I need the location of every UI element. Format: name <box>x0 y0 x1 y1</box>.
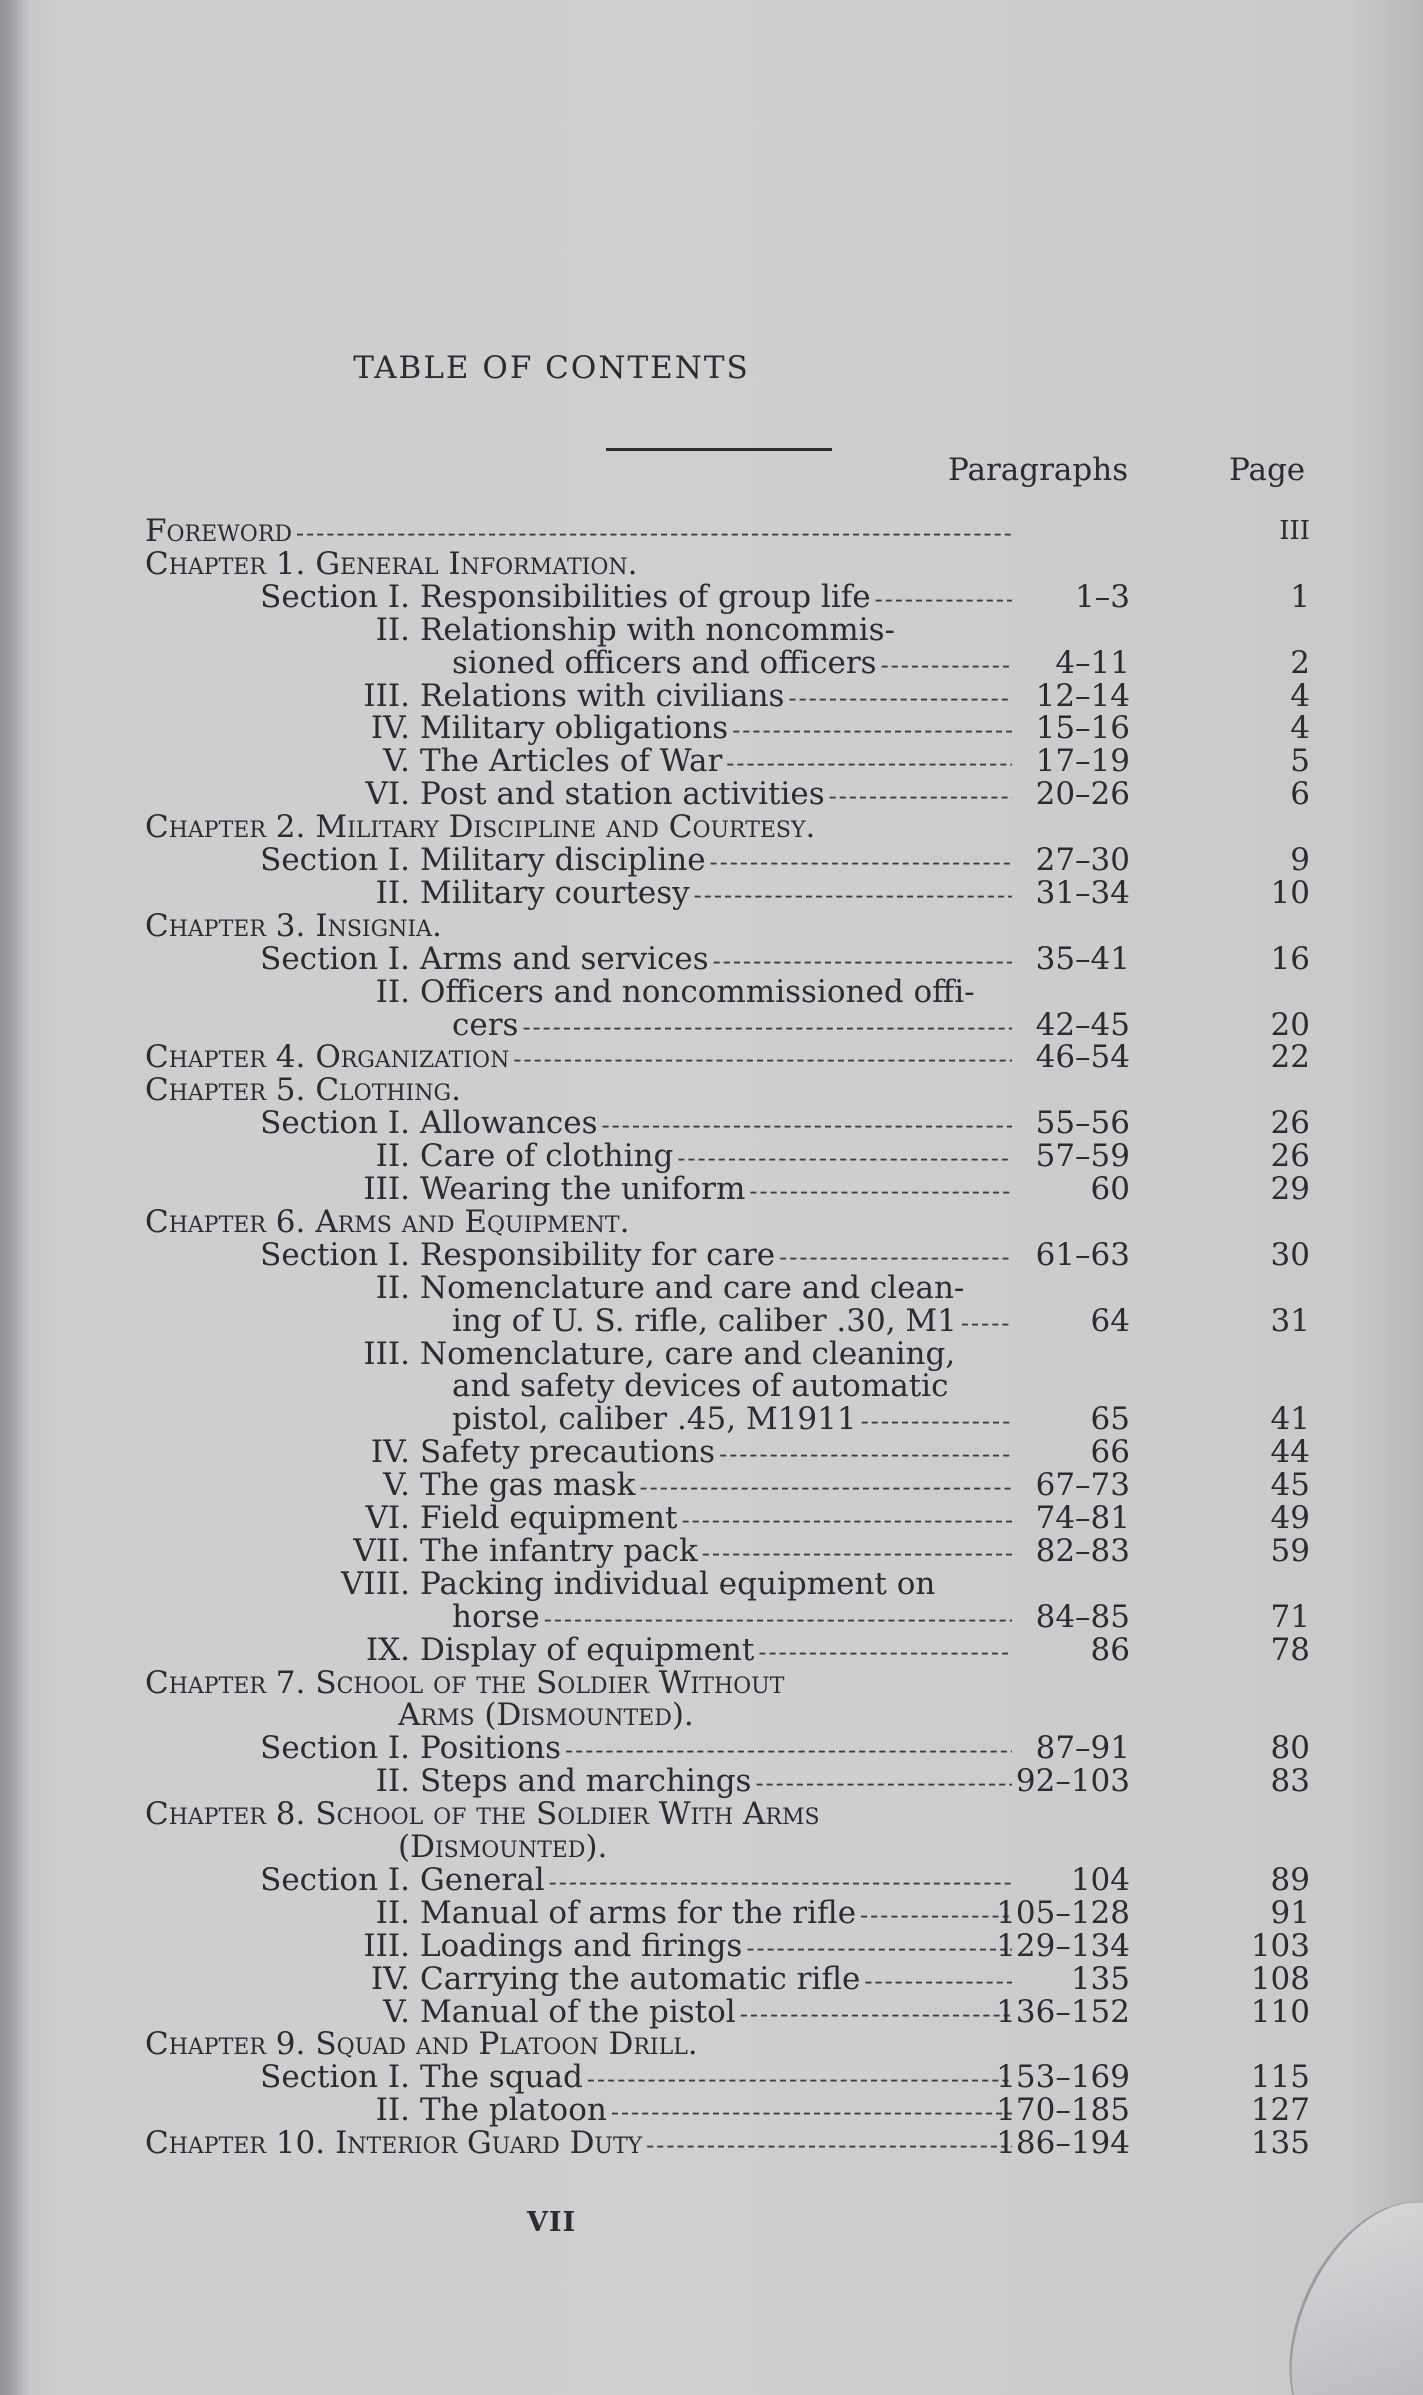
paragraph-range: 74–81 <box>1035 1500 1130 1536</box>
entry-title: ing of U. S. rifle, caliber .30, M1 <box>452 1304 957 1339</box>
page-number-cell: 2 <box>1290 644 1310 681</box>
paragraph-range: 82–83 <box>1035 1532 1130 1569</box>
section-number: II. <box>375 1765 410 1800</box>
paragraph-range: 46–54 <box>1035 1039 1130 1076</box>
page-number-cell: 127 <box>1250 2092 1310 2129</box>
page-number-cell: 10 <box>1270 874 1310 911</box>
section-number: Section I. <box>260 2061 410 2096</box>
section-number: VII. <box>353 1534 410 1569</box>
toc-entry <box>452 1370 1030 1403</box>
paragraph-range: 35–41 <box>1035 940 1130 977</box>
toc-section-row <box>0 1107 1423 1140</box>
leader-dots <box>755 1767 1012 1800</box>
entry-title: School of the Soldier Without <box>315 1666 785 1700</box>
section-number: Section I. <box>260 1238 410 1273</box>
entry-title: Allowances <box>420 1107 598 1142</box>
page-number-cell: 45 <box>1270 1467 1310 1504</box>
section-number: Section I. <box>260 1863 410 1898</box>
entry-title: Relationship with noncommis- <box>420 613 896 647</box>
toc-entry <box>398 1831 1030 1864</box>
page-number-cell: 115 <box>1250 2059 1310 2096</box>
toc-entry <box>225 1502 1018 1537</box>
entry-title: pistol, caliber .45, M1911 <box>452 1403 857 1438</box>
entry-title: The infantry pack <box>420 1534 698 1569</box>
toc-section-row <box>0 1236 1423 1273</box>
page-corner <box>1253 2173 1423 2395</box>
paragraph-range: 20–26 <box>1035 776 1130 813</box>
toc-section-row <box>0 712 1423 745</box>
paragraph-range: 129–134 <box>996 1927 1130 1964</box>
page-number-cell: 80 <box>1270 1730 1310 1767</box>
toc-entry <box>225 1469 1018 1504</box>
toc-chapter-row <box>0 2028 1423 2061</box>
section-number: Section I. <box>260 844 410 878</box>
toc-section-row <box>0 1993 1423 2030</box>
page-number-cell: 26 <box>1270 1138 1310 1175</box>
page-number-cell: 9 <box>1290 842 1310 878</box>
section-number: IV. <box>370 1436 410 1471</box>
page-column-header: Page <box>1229 452 1306 488</box>
entry-title: Squad and Platoon Drill. <box>315 2028 698 2062</box>
section-number: III. <box>363 679 410 714</box>
toc-section-row <box>0 1469 1423 1502</box>
entry-title: Arms and services <box>420 942 709 977</box>
toc-section-row <box>0 1960 1423 1997</box>
toc-section-row <box>0 778 1423 811</box>
entry-title: Military obligations <box>420 712 729 747</box>
entry-title: Relations with civilians <box>420 679 785 714</box>
toc-section-row <box>0 1173 1423 1206</box>
section-number: II. <box>375 2094 410 2129</box>
page-number-cell: 41 <box>1270 1401 1310 1438</box>
section-number: II. <box>375 613 410 647</box>
chapter-number: Chapter 6. <box>145 1205 306 1239</box>
toc-section-row <box>0 1502 1423 1535</box>
entry-title: Manual of arms for the rifle <box>420 1896 857 1931</box>
section-number: III. <box>363 1929 410 1964</box>
entry-title: Nomenclature and care and clean- <box>420 1271 965 1305</box>
section-number: III. <box>363 1337 410 1371</box>
paragraph-range: 4–11 <box>1055 644 1130 681</box>
toc-section-row <box>0 2061 1423 2094</box>
toc-chapter-row <box>0 515 1423 548</box>
chapter-number: Chapter 1. <box>145 547 306 581</box>
entry-title: Display of equipment <box>420 1633 755 1668</box>
section-number: IV. <box>370 1962 410 1997</box>
paragraph-range: 92–103 <box>1015 1763 1130 1800</box>
page-number-cell: 91 <box>1270 1894 1310 1931</box>
toc-entry <box>145 1206 1030 1239</box>
toc-section-row <box>0 1006 1423 1043</box>
leader-dots <box>587 2063 1012 2096</box>
page-number-cell: 108 <box>1250 1960 1310 1997</box>
leader-dots <box>681 1504 1012 1537</box>
paragraph-range: 31–34 <box>1035 874 1130 911</box>
section-number: Section I. <box>260 1107 410 1142</box>
page-number-cell: 1 <box>1290 578 1310 615</box>
page-number-cell: 44 <box>1270 1434 1310 1471</box>
toc-entry <box>145 910 1030 943</box>
entry-title: Responsibility for care <box>420 1238 776 1273</box>
leader-dots <box>513 1043 1012 1076</box>
entry-title: Military courtesy <box>420 876 690 911</box>
entry-title: cers <box>452 1008 519 1043</box>
toc-chapter-row <box>0 2127 1423 2160</box>
page-number-cell: 4 <box>1290 710 1310 747</box>
page-number-cell: 6 <box>1290 776 1310 813</box>
entry-title: Post and station activities <box>420 778 825 813</box>
leader-dots <box>646 2129 1012 2162</box>
leader-dots <box>719 1438 1012 1471</box>
leader-dots <box>710 846 1012 879</box>
entry-title: Nomenclature, care and cleaning, <box>420 1337 956 1371</box>
paragraph-range: 12–14 <box>1035 677 1130 714</box>
page-number-cell: 5 <box>1290 743 1310 780</box>
toc-section-row <box>0 2094 1423 2127</box>
toc-entry <box>225 1765 1018 1800</box>
section-number: II. <box>375 1140 410 1175</box>
entry-title: General <box>420 1863 545 1898</box>
page-number: VII <box>526 2207 577 2238</box>
entry-title: (Dismounted). <box>398 1831 608 1864</box>
paragraph-range: 65 <box>1090 1401 1130 1438</box>
chapter-number: Chapter 3. <box>145 909 306 943</box>
toc-entry <box>225 712 1018 747</box>
toc-section-row <box>0 1598 1423 1635</box>
entry-title: General Information. <box>315 547 638 581</box>
page-number-cell: 20 <box>1270 1006 1310 1043</box>
entry-title: Foreword <box>145 515 293 549</box>
toc-entry <box>225 778 1018 813</box>
section-number: Section I. <box>260 1732 410 1767</box>
page-number-cell: 103 <box>1250 1927 1310 1964</box>
toc-entry <box>398 1699 1030 1732</box>
leader-dots <box>702 1537 1012 1570</box>
page-number-cell: III <box>1279 516 1310 546</box>
toc-entry <box>225 976 1030 1009</box>
entry-title: Loadings and firings <box>420 1929 743 1964</box>
toc-section-row <box>0 940 1423 977</box>
section-number: IV. <box>370 712 410 747</box>
toc-section-row <box>0 644 1423 681</box>
section-number: V. <box>383 1469 410 1504</box>
toc-section-row <box>0 1894 1423 1931</box>
paragraph-range: 84–85 <box>1035 1598 1130 1635</box>
toc-entry <box>225 745 1018 780</box>
entry-title: The squad <box>420 2061 583 2096</box>
leader-dots <box>694 879 1012 912</box>
toc-section-row <box>0 1370 1423 1403</box>
entry-title: School of the Soldier With Arms <box>315 1798 820 1832</box>
toc-section-row <box>0 677 1423 714</box>
entry-title: and safety devices of automatic <box>452 1370 949 1404</box>
toc-section-row <box>0 1272 1423 1305</box>
toc-entry <box>225 877 1018 912</box>
toc-entry <box>225 943 1018 978</box>
toc-section-row <box>0 976 1423 1009</box>
toc-entry <box>145 2127 1018 2162</box>
entry-title: Insignia. <box>315 909 442 943</box>
toc-chapter-row <box>0 1798 1423 1831</box>
toc-entry <box>145 1074 1030 1107</box>
section-number: II. <box>375 1271 410 1305</box>
entry-title: Organization <box>315 1041 510 1076</box>
toc-entry <box>225 844 1018 879</box>
page-number-cell: 30 <box>1270 1236 1310 1273</box>
page-number-cell: 29 <box>1270 1171 1310 1207</box>
toc-section-row <box>0 1861 1423 1898</box>
entry-title: Interior Guard Duty <box>335 2127 643 2162</box>
leader-dots <box>565 1734 1012 1767</box>
chapter-number: Chapter 7. <box>145 1666 306 1700</box>
entry-title: Wearing the uniform <box>420 1173 746 1207</box>
leader-dots <box>549 1866 1012 1899</box>
toc-chapter-row <box>0 1206 1423 1239</box>
paragraph-range: 17–19 <box>1035 743 1130 780</box>
chapter-number: Chapter 2. <box>145 811 306 845</box>
toc-entry <box>145 811 1030 844</box>
toc-entry <box>225 1568 1030 1601</box>
toc-entry <box>145 515 1018 550</box>
toc-entry <box>145 2028 1030 2061</box>
toc-entry <box>225 1272 1030 1305</box>
paragraph-range: 61–63 <box>1035 1236 1130 1273</box>
toc-section-row <box>0 1927 1423 1964</box>
toc-entry <box>225 1140 1018 1175</box>
title-rule <box>606 448 832 451</box>
toc-entry <box>225 581 1018 616</box>
page-number-cell: 89 <box>1270 1861 1310 1898</box>
chapter-number: Chapter 9. <box>145 2028 306 2062</box>
entry-title: sioned officers and officers <box>452 646 877 681</box>
page-number-cell: 78 <box>1270 1631 1310 1668</box>
toc-section-row <box>0 1532 1423 1569</box>
page-number-cell: 22 <box>1270 1039 1310 1076</box>
toc-entry <box>225 2094 1018 2129</box>
paragraph-range: 170–185 <box>996 2092 1130 2129</box>
chapter-number: Chapter 5. <box>145 1074 306 1108</box>
chapter-number: Chapter 4. <box>145 1041 306 1076</box>
section-number: VIII. <box>341 1567 410 1601</box>
entry-title: Clothing. <box>315 1074 461 1108</box>
toc-entry <box>225 1930 1018 1965</box>
leader-dots <box>713 945 1012 978</box>
toc-entry <box>225 1897 1018 1932</box>
toc-entry <box>225 1963 1018 1998</box>
page-number-cell: 26 <box>1270 1105 1310 1142</box>
toc-section-row <box>0 1302 1423 1339</box>
leader-dots <box>758 1636 1012 1669</box>
toc-entry <box>145 1667 1030 1700</box>
entry-title: Safety precautions <box>420 1436 716 1471</box>
entry-title: Steps and marchings <box>420 1765 752 1800</box>
toc-section-row <box>0 578 1423 615</box>
section-number: Section I. <box>260 580 410 615</box>
toc-entry <box>225 1107 1018 1142</box>
toc-entry <box>225 1535 1018 1570</box>
entry-title: Carrying the automatic rifle <box>420 1962 861 1997</box>
toc-section-row <box>0 1568 1423 1601</box>
leader-dots <box>740 1998 1012 2031</box>
leader-dots <box>749 1175 1012 1208</box>
toc-entry <box>225 1338 1030 1371</box>
leader-dots <box>788 682 1012 715</box>
section-number: II. <box>375 876 410 911</box>
leader-dots <box>677 1142 1012 1175</box>
paragraph-range: 1–3 <box>1075 578 1130 615</box>
toc-entry <box>145 1798 1030 1831</box>
section-number: V. <box>383 745 410 780</box>
toc-entry <box>225 1173 1018 1208</box>
entry-title: Military discipline <box>420 844 706 878</box>
toc-section-row <box>0 874 1423 911</box>
toc-entry <box>145 548 1030 581</box>
paragraphs-column-header: Paragraphs <box>948 452 1129 488</box>
entry-title: Packing individual equipment on <box>420 1567 936 1601</box>
toc-entry <box>225 1732 1018 1767</box>
toc-entry <box>452 1601 1018 1636</box>
section-number: VI. <box>365 1502 410 1536</box>
leader-dots <box>611 2096 1012 2129</box>
toc-section-row <box>0 844 1423 877</box>
toc-entry <box>225 680 1018 715</box>
paragraph-range: 153–169 <box>996 2059 1130 2096</box>
paragraph-range: 57–59 <box>1035 1138 1130 1175</box>
toc-entry <box>452 1403 1018 1438</box>
toc-section-row <box>0 1436 1423 1469</box>
toc-chapter-row <box>0 1074 1423 1107</box>
toc-chapter-row <box>0 910 1423 943</box>
paragraph-range: 55–56 <box>1035 1105 1130 1142</box>
leader-dots <box>732 714 1012 747</box>
toc-section-row <box>0 614 1423 647</box>
page-number-cell: 4 <box>1290 677 1310 714</box>
toc-entry <box>145 1041 1018 1076</box>
section-number: II. <box>375 975 410 1009</box>
paragraph-range: 136–152 <box>996 1993 1130 2030</box>
leader-dots <box>296 517 1012 550</box>
paragraph-range: 186–194 <box>996 2125 1130 2162</box>
section-number: II. <box>375 1896 410 1931</box>
section-number: IX. <box>365 1633 410 1668</box>
leader-dots <box>726 747 1012 780</box>
page-number-cell: 49 <box>1270 1500 1310 1536</box>
toc-entry <box>452 647 1018 682</box>
toc-section-row <box>0 1140 1423 1173</box>
paragraph-range: 105–128 <box>996 1894 1130 1931</box>
entry-title: The gas mask <box>420 1469 636 1504</box>
page-title: TABLE OF CONTENTS <box>353 350 750 386</box>
entry-title: The platoon <box>420 2094 607 2129</box>
page-number-cell: 83 <box>1270 1763 1310 1800</box>
page-number-cell: 135 <box>1250 2125 1310 2162</box>
toc-section-row <box>0 745 1423 778</box>
toc-entry <box>452 1009 1018 1044</box>
paragraph-range: 15–16 <box>1035 710 1130 747</box>
toc-chapter-row <box>0 1831 1423 1864</box>
page-number-cell: 59 <box>1270 1532 1310 1569</box>
section-number: V. <box>383 1995 410 2030</box>
entry-title: Officers and noncommissioned offi- <box>420 975 975 1009</box>
toc-section-row <box>0 1403 1423 1436</box>
page-number-cell: 16 <box>1270 940 1310 977</box>
toc-chapter-row <box>0 1667 1423 1700</box>
toc-section-row <box>0 1631 1423 1668</box>
entry-title: Positions <box>420 1732 561 1767</box>
toc-section-row <box>0 1765 1423 1798</box>
entry-title: Responsibilities of group life <box>420 580 871 615</box>
entry-title: Manual of the pistol <box>420 1995 736 2030</box>
toc-chapter-row <box>0 548 1423 581</box>
paragraph-range: 86 <box>1090 1631 1130 1668</box>
paragraph-range: 104 <box>1070 1861 1130 1898</box>
entry-title: horse <box>452 1600 540 1635</box>
page-number-cell: 31 <box>1270 1302 1310 1339</box>
paragraph-range: 87–91 <box>1035 1730 1130 1767</box>
entry-title: Field equipment <box>420 1502 678 1536</box>
toc-entry <box>225 2061 1018 2096</box>
toc-section-row <box>0 1338 1423 1371</box>
toc-chapter-row <box>0 811 1423 844</box>
toc-entry <box>225 1864 1018 1899</box>
toc-entry <box>452 1305 1018 1340</box>
paragraph-range: 67–73 <box>1035 1467 1130 1504</box>
chapter-number: Chapter 8. <box>145 1798 306 1832</box>
entry-title: Arms and Equipment. <box>315 1205 630 1239</box>
section-number: VI. <box>365 778 410 813</box>
leader-dots <box>829 780 1012 813</box>
entry-title: Care of clothing <box>420 1140 674 1175</box>
section-number: Section I. <box>260 942 410 977</box>
toc-entry <box>225 1239 1018 1274</box>
leader-dots <box>640 1471 1012 1504</box>
toc-chapter-row <box>0 1699 1423 1732</box>
entry-title: The Articles of War <box>420 745 723 780</box>
leader-dots <box>544 1603 1012 1636</box>
entry-title: Military Discipline and Courtesy. <box>315 811 816 845</box>
entry-title: Arms (Dismounted). <box>398 1699 694 1733</box>
paragraph-range: 27–30 <box>1035 842 1130 878</box>
paragraph-range: 60 <box>1090 1171 1130 1207</box>
toc-entry <box>225 1634 1018 1669</box>
paragraph-range: 135 <box>1070 1960 1130 1997</box>
toc-chapter-row <box>0 1041 1423 1074</box>
section-number: III. <box>363 1173 410 1207</box>
chapter-number: Chapter 10. <box>145 2127 326 2162</box>
leader-dots <box>746 1932 1012 1965</box>
leader-dots <box>601 1109 1012 1142</box>
toc-entry <box>225 1436 1018 1471</box>
paragraph-range: 64 <box>1090 1302 1130 1339</box>
page-number-cell: 71 <box>1270 1598 1310 1635</box>
toc-entry <box>225 614 1030 647</box>
leader-dots <box>779 1241 1012 1274</box>
paragraph-range: 42–45 <box>1035 1006 1130 1043</box>
leader-dots <box>522 1011 1012 1044</box>
toc-section-row <box>0 1732 1423 1765</box>
toc-entry <box>225 1996 1018 2031</box>
page-number-cell: 110 <box>1250 1993 1310 2030</box>
paragraph-range: 66 <box>1090 1434 1130 1471</box>
